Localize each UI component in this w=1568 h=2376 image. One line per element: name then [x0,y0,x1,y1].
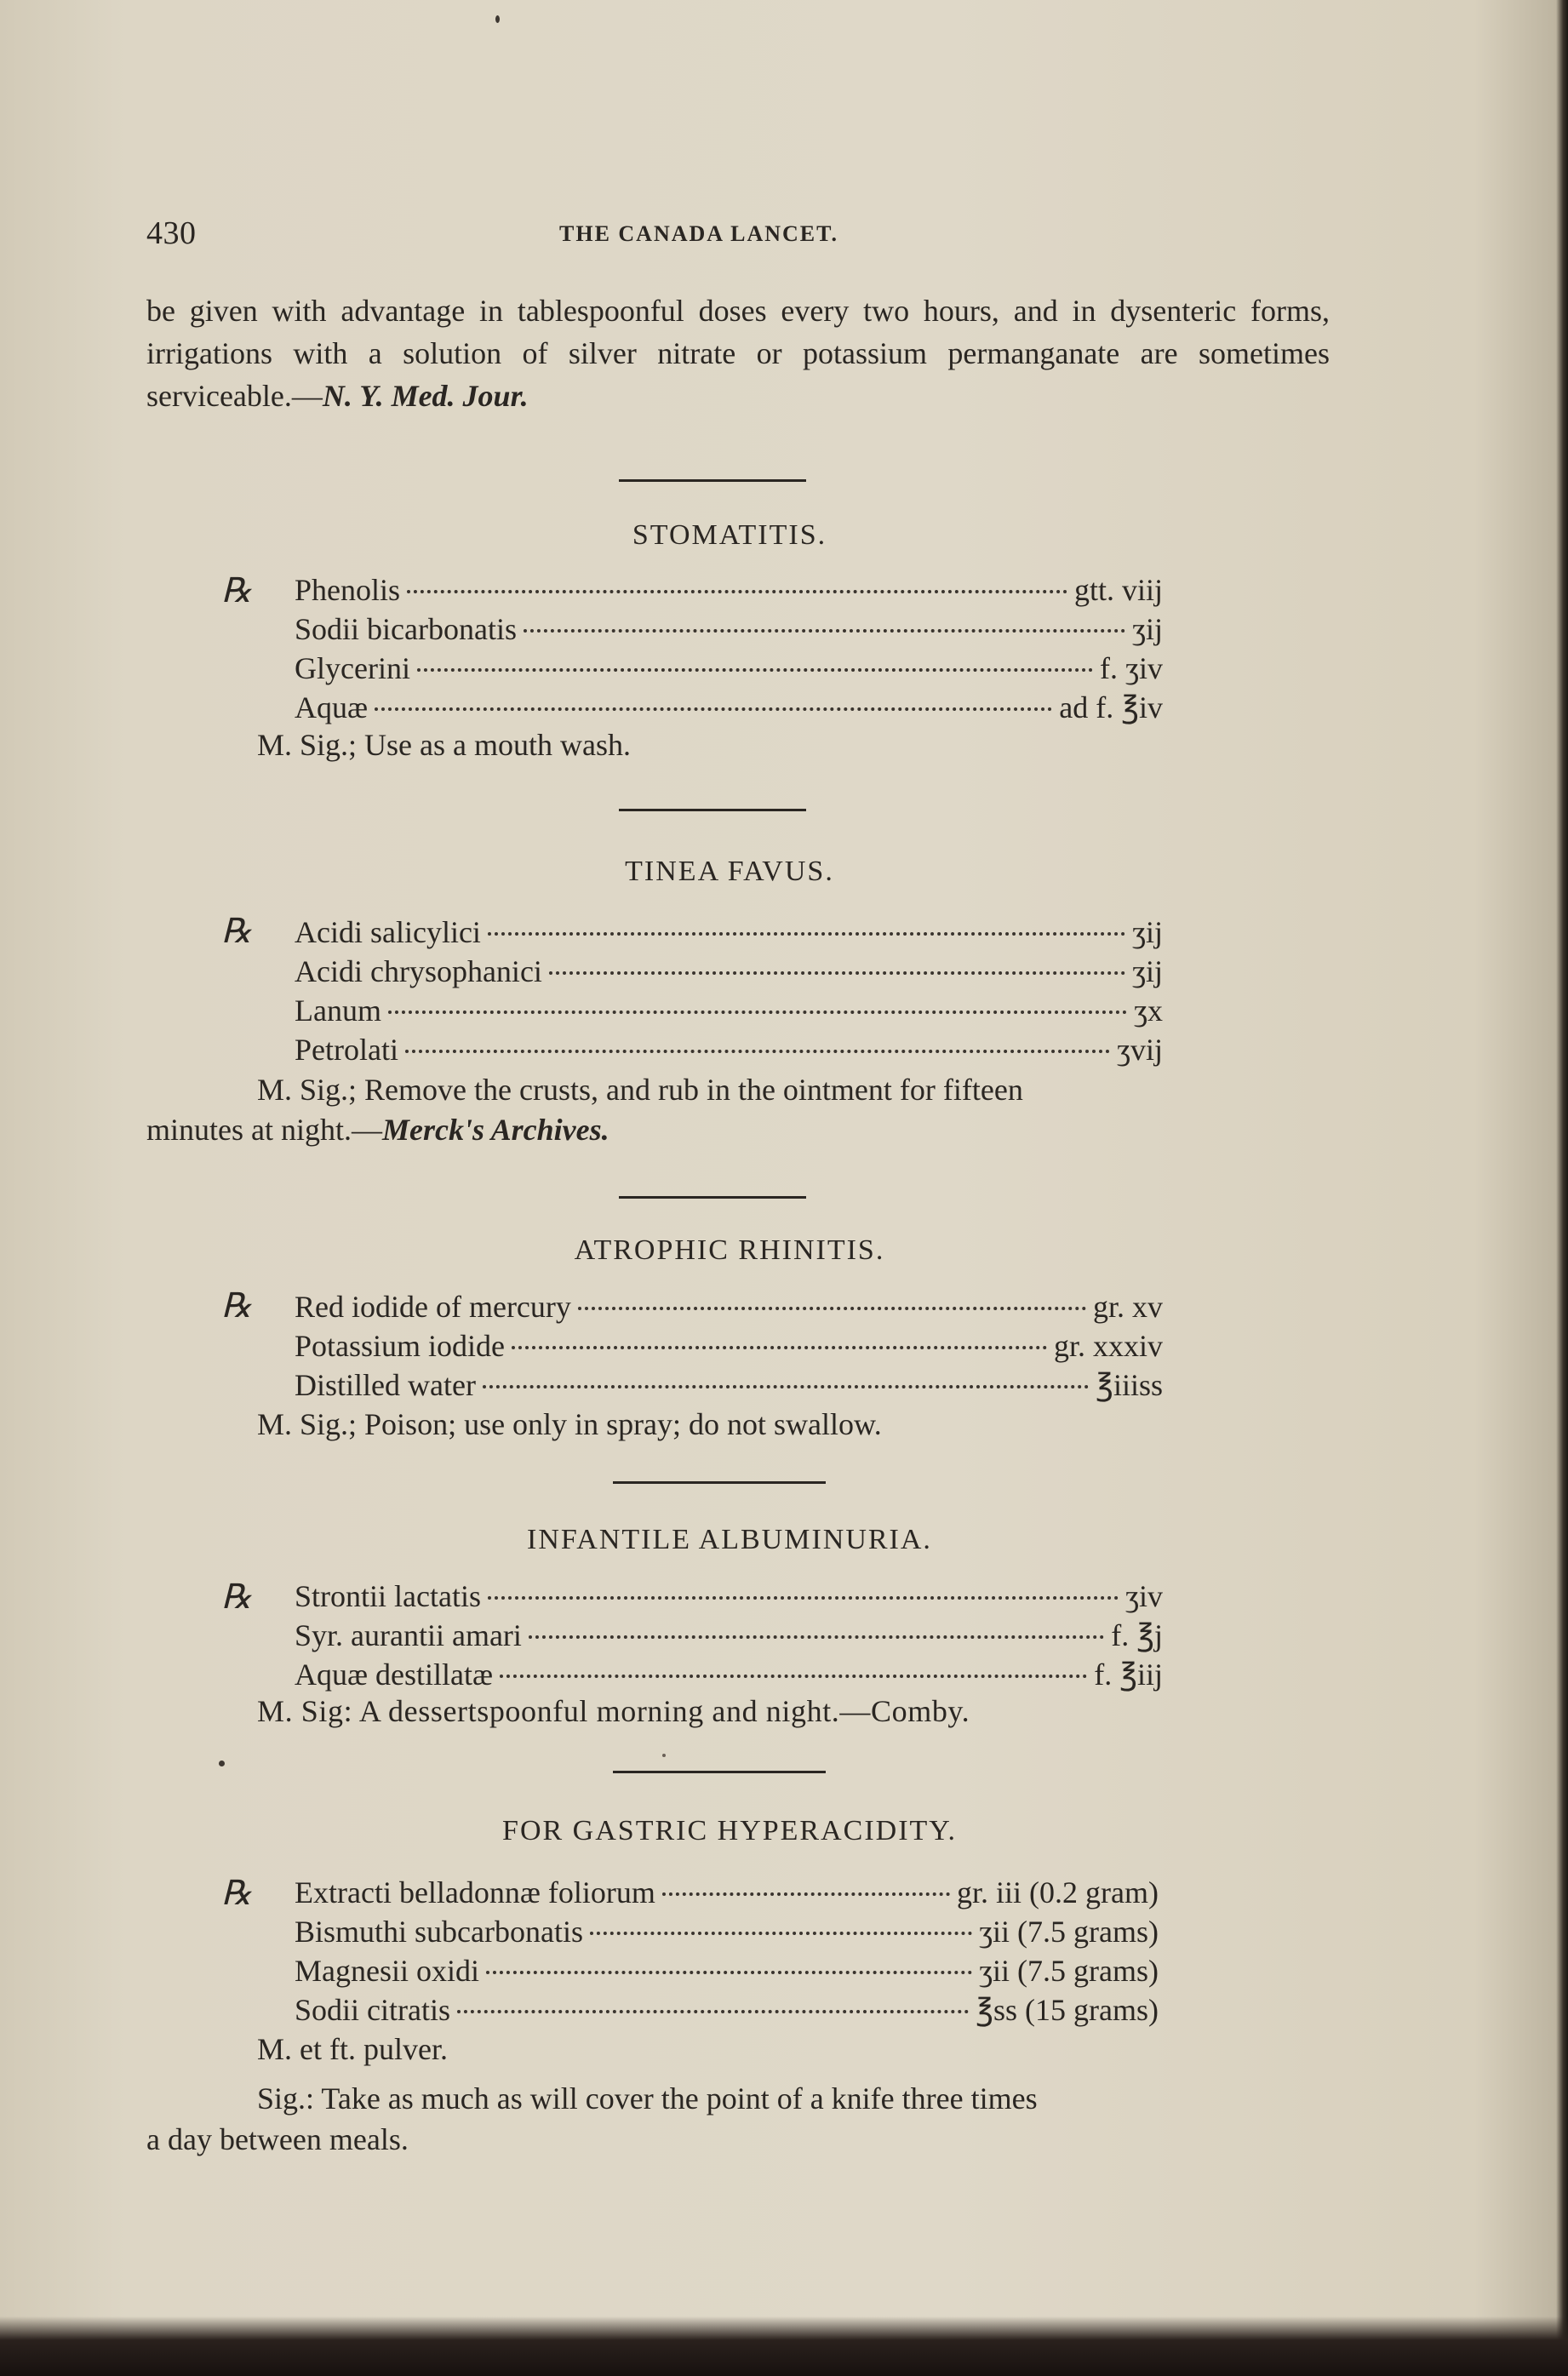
prescription-line [295,688,1163,727]
signa-source: Merck's Archives. [381,1113,609,1147]
ingredient: Strontii lactatis [295,1579,481,1613]
dose: ʒvij [1117,1033,1163,1067]
prescription-line [295,1577,1163,1616]
prescription-line [295,1326,1163,1365]
section-rule [619,479,806,482]
signa: M. Sig.; Poison; use only in spray; do not swallow. [257,1407,882,1441]
dose: f. ℥iij [1094,1657,1163,1692]
signa: M. et ft. pulver. [257,2032,448,2066]
ingredient: Acidi salicylici [295,915,481,949]
prescription-line [295,1990,1159,2030]
dose: ʒij [1132,612,1163,646]
recipe-symbol: ℞ [221,1286,252,1325]
prescription-line [295,1365,1163,1405]
section-title: INFANTILE ALBUMINURIA. [527,1524,932,1555]
section-rule [613,1481,826,1484]
prescription [295,913,1163,1069]
prescription [295,570,1163,727]
prescription-line [295,952,1163,991]
prescription-line [295,913,1163,952]
prescription-line [295,991,1163,1030]
dose: f. ℥j [1111,1618,1163,1652]
intro-source: N. Y. Med. Jour. [322,379,529,413]
dose: gr. iii (0.2 gram) [957,1875,1159,1909]
section-title: TINEA FAVUS. [625,856,834,887]
leader-dots [590,1932,972,1935]
dose: ʒii (7.5 grams) [979,1915,1159,1949]
intro-text: be given with advantage in tablespoonful doses every two hours, and in dysenteric forms, irrigations with a solution of silver nitrate or potassium permanganate are sometimes serviceable.— [146,294,1330,413]
leader-dots [486,1971,972,1974]
leader-dots [488,932,1125,936]
section-rule [613,1771,826,1773]
signa-directions-continued: a day between meals. [146,2122,409,2156]
section-title: FOR GASTRIC HYPERACIDITY. [502,1815,957,1846]
prescription-line [295,1912,1159,1951]
section-title: ATROPHIC RHINITIS. [574,1234,885,1266]
signa: M. Sig.; Use as a mouth wash. [257,728,631,762]
prescription-line [295,1873,1159,1912]
section-rule [619,809,806,811]
ingredient: Phenolis [295,573,401,607]
dose: ʒiv [1125,1579,1163,1613]
dose: ad f. ℥iv [1059,690,1163,724]
recipe-symbol: ℞ [221,1577,252,1616]
leader-dots [457,2010,969,2013]
ingredient: Bismuthi subcarbonatis [295,1915,583,1949]
dose: gr. xv [1092,1290,1163,1324]
ink-speck [495,15,500,23]
leader-dots [483,1385,1089,1388]
ink-speck [219,1761,225,1766]
recipe-symbol: ℞ [221,1874,252,1912]
ink-speck [662,1754,666,1757]
dose: gr. xxxiv [1053,1329,1163,1363]
leader-dots [524,629,1125,633]
prescription-line [295,1655,1163,1694]
dose: ʒij [1132,915,1163,949]
section-title: STOMATITIS. [632,519,827,551]
leader-dots [407,590,1067,593]
page-number: 430 [146,215,197,251]
signa: M. Sig.; Remove the crusts, and rub in the ointment for fifteen [257,1073,1023,1107]
leader-dots [500,1675,1087,1678]
recipe-symbol: ℞ [221,571,252,610]
ingredient: Magnesii oxidi [295,1954,479,1988]
signa-directions: Sig.: Take as much as will cover the point of a knife three times [257,2081,1038,2115]
section-rule [619,1196,806,1199]
dose: ʒij [1132,954,1163,988]
leader-dots [488,1596,1119,1600]
ingredient: Lanum [295,993,381,1028]
signa-continued [146,1108,609,1151]
signa: M. Sig: A dessertspoonful morning and night.—Comby. [257,1694,970,1728]
prescription-line [295,610,1163,649]
prescription [295,1873,1159,2030]
leader-dots [417,668,1093,672]
ingredient: Syr. aurantii amari [295,1618,522,1652]
prescription [295,1577,1163,1694]
ingredient: Distilled water [295,1368,476,1402]
prescription-line [295,1030,1163,1069]
ingredient: Sodii bicarbonatis [295,612,517,646]
dose: gtt. viij [1073,573,1163,607]
dose: ʒx [1134,993,1163,1028]
leader-dots [578,1307,1086,1310]
ingredient: Aquæ destillatæ [295,1657,493,1692]
page-edge [1556,0,1568,2376]
leader-dots [388,1011,1127,1014]
prescription-line [295,570,1163,610]
ingredient: Aquæ [295,690,369,724]
intro-paragraph [146,289,1330,417]
leader-dots [375,707,1052,711]
ingredient: Petrolati [295,1033,398,1067]
ingredient: Extracti belladonnæ foliorum [295,1875,655,1909]
ingredient: Red iodide of mercury [295,1290,571,1324]
prescription-line [295,649,1163,688]
dose: ℥ss (15 grams) [976,1993,1159,2027]
prescription-line [295,1616,1163,1655]
leader-dots [529,1635,1104,1639]
ingredient: Acidi chrysophanici [295,954,542,988]
leader-dots [405,1050,1110,1053]
dose: ℥iiiss [1096,1368,1163,1402]
ingredient: Sodii citratis [295,1993,450,2027]
ingredient: Glycerini [295,651,410,685]
running-head: THE CANADA LANCET. [559,221,839,246]
leader-dots [549,971,1125,975]
prescription [295,1287,1163,1405]
prescription-line [295,1287,1163,1326]
dose: ʒii (7.5 grams) [979,1954,1159,1988]
leader-dots [662,1892,950,1896]
recipe-symbol: ℞ [221,912,252,950]
signa-text: minutes at night.— [146,1113,382,1147]
prescription-line [295,1951,1159,1990]
leader-dots [512,1346,1047,1349]
dose: f. ʒiv [1100,651,1163,685]
ingredient: Potassium iodide [295,1329,506,1363]
book-binding-shadow [0,2316,1568,2376]
